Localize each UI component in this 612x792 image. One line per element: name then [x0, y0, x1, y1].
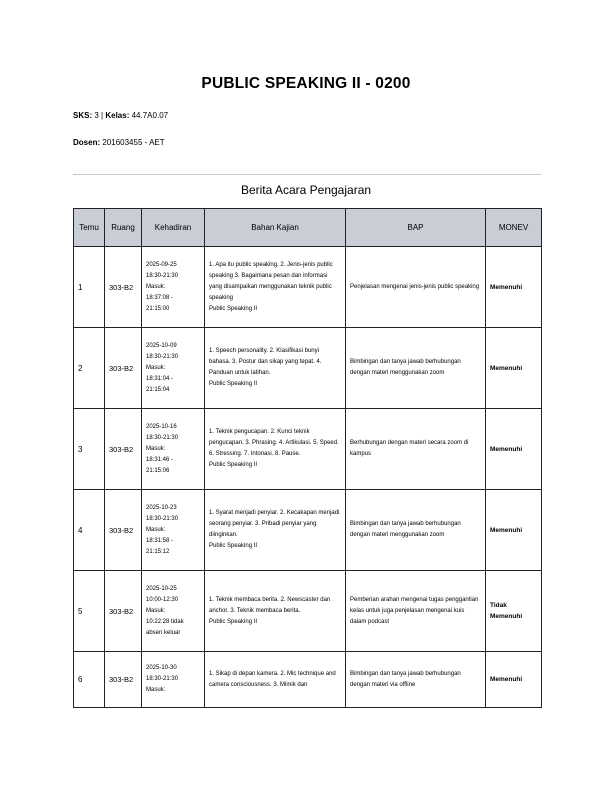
- kehadiran-in: 18:37:08 -: [146, 294, 174, 301]
- cell-kehadiran: [142, 247, 205, 328]
- sks-value: 3: [94, 111, 99, 120]
- cell-kehadiran: [142, 652, 205, 708]
- kehadiran-in: 18:31:58 -: [146, 537, 174, 544]
- cell-temu: 3: [74, 409, 105, 490]
- divider: [73, 174, 541, 175]
- table-row: [74, 328, 542, 409]
- kehadiran-time: 10:00-12:30: [146, 596, 179, 603]
- kehadiran-out: 21:15:04: [146, 386, 170, 393]
- cell-kehadiran: [142, 409, 205, 490]
- column-header-ruang: Ruang: [105, 209, 142, 247]
- bahan-kajian-topic: 1. Sikap di depan kamera. 2. Mic technique and camera consciousness. 3. Mimik dan: [209, 670, 336, 688]
- kehadiran-date: 2025-10-23: [146, 504, 177, 511]
- bahan-kajian-topic: 1. Teknik membaca berita. 2. Newscaster dan anchor. 3. Teknik membaca berita.: [209, 596, 331, 614]
- sks-label: SKS:: [73, 111, 93, 120]
- bahan-kajian-topic: 1. Speech personality. 2. Klasifikasi bunyi bahasa. 3. Postur dan sikap yang tepat. 4. Panduan untuk latihan.: [209, 348, 322, 376]
- cell-monev: Memenuhi: [486, 652, 542, 708]
- kehadiran-label: Masuk:: [146, 526, 166, 533]
- cell-bap: Pemberian arahan mengenai tugas penggantian kelas untuk juga penjelasan mengenai kuis dalam podcast: [346, 571, 486, 652]
- table-header-row: [74, 209, 542, 247]
- page-title: PUBLIC SPEAKING II - 0200: [201, 75, 411, 92]
- bahan-kajian-course: Public Speaking II: [209, 381, 258, 387]
- section-title: Berita Acara Pengajaran: [240, 183, 372, 197]
- bahan-kajian-course: Public Speaking II: [209, 543, 258, 549]
- cell-kehadiran: [142, 571, 205, 652]
- kehadiran-label: Masuk:: [146, 445, 166, 452]
- kehadiran-date: 2025-10-25: [146, 585, 177, 592]
- bahan-kajian-course: Public Speaking II: [209, 462, 258, 468]
- cell-ruang: 303-B2: [105, 571, 142, 652]
- column-header-bap: BAP: [346, 209, 486, 247]
- kehadiran-time: 18:30-21:30: [146, 353, 179, 360]
- meta-separator: |: [101, 111, 104, 120]
- lecturer-info: [73, 138, 165, 147]
- cell-bap: Bimbingan dan tanya jawab berhubungan dengan materi via offline: [346, 652, 486, 708]
- cell-monev: Memenuhi: [486, 247, 542, 328]
- table-row: [74, 652, 542, 708]
- kehadiran-in: 18:31:04 -: [146, 375, 174, 382]
- course-meta: [73, 111, 168, 120]
- cell-temu: 2: [74, 328, 105, 409]
- kehadiran-label: Masuk:: [146, 283, 166, 290]
- dosen-value: 201603455 - AET: [102, 138, 165, 147]
- cell-bap: Bimbingan dan tanya jawab berhubungan dengan materi menggunakan zoom: [346, 490, 486, 571]
- table-row: [74, 490, 542, 571]
- cell-ruang: 303-B2: [105, 652, 142, 708]
- kelas-label: Kelas:: [105, 111, 130, 120]
- cell-kehadiran: [142, 328, 205, 409]
- kehadiran-out: 21:15:06: [146, 467, 170, 474]
- cell-ruang: 303-B2: [105, 409, 142, 490]
- table-row: [74, 409, 542, 490]
- cell-temu: 6: [74, 652, 105, 708]
- cell-bahan-kajian: [205, 328, 346, 409]
- cell-bahan-kajian: [205, 571, 346, 652]
- cell-monev: Memenuhi: [486, 490, 542, 571]
- cell-ruang: 303-B2: [105, 247, 142, 328]
- bahan-kajian-topic: 1. Teknik pengucapan. 2. Kunci teknik pengucapan. 3. Phrasing. 4. Artikulasi. 5. Speed. 6. Stressing. 7. Intonasi. 8. Pause.: [209, 429, 339, 457]
- kehadiran-out: absen keluar: [146, 629, 181, 636]
- column-header-kehadiran: Kehadiran: [142, 209, 205, 247]
- kehadiran-in: 10:22:28 tidak: [146, 618, 184, 625]
- kehadiran-time: 18:30-21:30: [146, 515, 179, 522]
- bahan-kajian-course: Public Speaking II: [209, 618, 258, 625]
- column-header-monev: MONEV: [486, 209, 542, 247]
- kehadiran-label: Masuk:: [146, 607, 166, 614]
- column-header-temu: Temu: [74, 209, 105, 247]
- cell-bahan-kajian: [205, 247, 346, 328]
- cell-ruang: 303-B2: [105, 328, 142, 409]
- kehadiran-date: 2025-09-25: [146, 261, 177, 268]
- cell-ruang: 303-B2: [105, 490, 142, 571]
- cell-temu: 5: [74, 571, 105, 652]
- kehadiran-date: 2025-10-16: [146, 423, 177, 430]
- cell-bap: Berhubungan dengan materi secara zoom di kampus: [346, 409, 486, 490]
- cell-bap: Bimbingan dan tanya jawab berhubungan dengan materi menggunakan zoom: [346, 328, 486, 409]
- kehadiran-out: 21:15:00: [146, 305, 170, 312]
- cell-bahan-kajian: [205, 490, 346, 571]
- kehadiran-date: 2025-10-30: [146, 665, 177, 671]
- kehadiran-label: Masuk:: [146, 687, 166, 693]
- cell-monev: Tidak Memenuhi: [486, 571, 542, 652]
- cell-temu: 1: [74, 247, 105, 328]
- cell-monev: Memenuhi: [486, 328, 542, 409]
- attendance-table: [73, 208, 542, 708]
- bahan-kajian-course: Public Speaking II: [209, 305, 258, 312]
- kehadiran-time: 18:30-21:30: [146, 434, 179, 441]
- cell-bap: Penjelasan mengenai jenis-jenis public speaking: [346, 247, 486, 328]
- table-row: [74, 571, 542, 652]
- bahan-kajian-topic: 1. Apa itu public speaking. 2. Jenis-jenis public speaking 3. Bagaimana pesan dan informasi yang disampaikan menggunakan teknik public speaking: [209, 261, 333, 301]
- kelas-value: 44.7A0.07: [131, 111, 169, 120]
- kehadiran-time: 18:30-21:30: [146, 676, 179, 682]
- bahan-kajian-topic: 1. Syarat menjadi penyiar. 2. Kecakapan menjadi seorang penyiar. 3. Pribadi penyiar yang diinginkan.: [209, 510, 340, 538]
- dosen-label: Dosen:: [73, 138, 101, 147]
- kehadiran-label: Masuk:: [146, 364, 166, 371]
- kehadiran-time: 18:30-21:30: [146, 272, 179, 279]
- table-row: [74, 247, 542, 328]
- cell-kehadiran: [142, 490, 205, 571]
- column-header-bahan-kajian: Bahan Kajian: [205, 209, 346, 247]
- cell-bahan-kajian: [205, 652, 346, 708]
- cell-monev: Memenuhi: [486, 409, 542, 490]
- kehadiran-in: 18:31:46 -: [146, 456, 174, 463]
- cell-bahan-kajian: [205, 409, 346, 490]
- kehadiran-out: 21:15:12: [146, 548, 170, 555]
- cell-temu: 4: [74, 490, 105, 571]
- kehadiran-date: 2025-10-09: [146, 342, 177, 349]
